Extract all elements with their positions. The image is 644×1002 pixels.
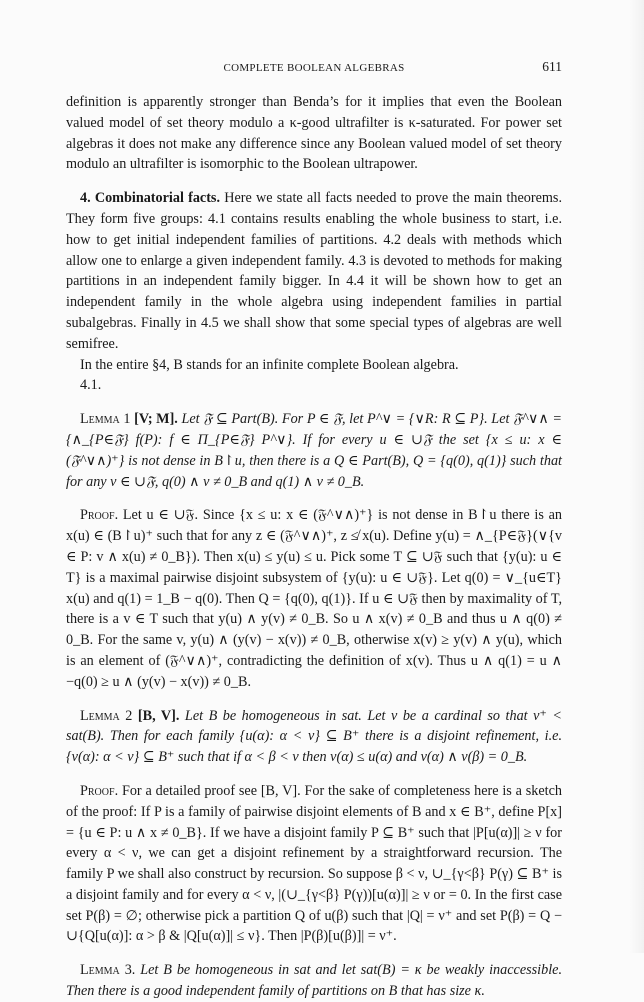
page-number: 611 <box>542 59 562 74</box>
lemma-3 <box>66 960 562 1002</box>
lemma-2-citation: [B, V]. <box>137 707 180 724</box>
section-4-paragraph <box>66 188 562 354</box>
running-head: COMPLETE BOOLEAN ALGEBRAS <box>223 62 405 74</box>
page-edge-shadow <box>630 0 644 953</box>
subsection-heading: 4.1. <box>80 377 102 394</box>
lemma-1-label: Lemma <box>80 411 120 428</box>
proof-1-label: Proof <box>80 507 115 524</box>
proof-2-text: . For a detailed proof see [B, V]. For the sake of completeness here is a sketch of the proof: If P is a family of pairwise disjoint elements of B and x ∈ B⁺, define P[x] = {u ∈ P: u ∧ x ≠ 0_B}. If we have a disjoint family P ⊆ B⁺ such that |P[u(α)]| ≥ ν for every α < ν, we can get a disjoint refinement by a straightforward recursion. The family P we shall also construct by recursion. So suppose β < ν, ∪_{γ<β} P(γ) ⊆ B⁺ is a disjoint family and for every α < ν, |(∪_{γ<β} P(γ))[u(α)]| ≥ ν or = 0. In the first case set P(β) = ∅; otherwise pick a partition Q of u(β) such that |Q| = ν⁺ and set P(β) = Q − ∪{Q[u(α)]: α > β & |Q[u(α)]| ≤ ν}. Then |P(β)[u(β)]| = ν⁺. <box>66 782 562 945</box>
lemma-2 <box>66 706 562 768</box>
lemma-1-number: 1 <box>119 411 135 428</box>
lemma-3-statement: Let B be homogeneous in sat and let sat(B) = κ be weakly inaccessible. Then there is a good independent family of partitions on B that has size κ. <box>66 962 562 1000</box>
lemma-2-statement: Let B be homogeneous in sat. Let ν be a cardinal so that ν⁺ < sat(B). Then for each family {u(α): α < ν} ⊆ B⁺ there is a disjoint refinement, i.e. {v(α): α < ν} ⊆ B⁺ such that if α < β < ν then v(α) ≤ u(α) and v(α) ∧ v(β) = 0_B. <box>66 707 562 766</box>
lemma-3-number: 3. <box>119 962 136 979</box>
proof-2-label: Proof <box>80 782 115 799</box>
lemma-2-number: 2 <box>119 707 138 724</box>
proof-2 <box>66 781 562 947</box>
lemma-3-label: Lemma <box>80 962 120 979</box>
intro-paragraph: definition is apparently stronger than Benda’s for it implies that even the Boolean valued model of set theory modulo a κ-good ultrafilter is κ-saturated. For power set algebras it does not make any difference since any Boolean valued model of set theory modulo an ultrafilter is isomorphic to the Boolean ultrapower. <box>66 94 562 173</box>
page-header <box>66 59 562 79</box>
lemma-1-citation: [V; M]. <box>134 411 178 428</box>
section-4-heading: 4. Combinatorial facts. <box>80 190 221 207</box>
section-4-convention: In the entire §4, B stands for an infinite complete Boolean algebra. <box>80 356 459 373</box>
proof-1 <box>66 505 562 692</box>
lemma-2-label: Lemma <box>80 707 120 724</box>
lemma-1 <box>66 409 562 492</box>
proof-1-text: . Let u ∈ ∪𝔉. Since {x ≤ u: x ∈ (𝔉^∨∧)⁺} is not dense in B↾u there is an x(u) ∈ (B↾u)⁺ such that for any z ∈ (𝔉^∨∧)⁺, z ≰ x(u). Define y(u) = ∧_{P∈𝔉}(∨{v ∈ P: v ∧ x(u) ≠ 0_B}). Then x(u) ≤ y(u) ≤ u. Pick some T ⊆ ∪𝔉 such that {y(u): u ∈ T} is a maximal pairwise disjoint subsystem of {y(u): u ∈ ∪𝔉}. Let q(0) = ∨_{u∈T} x(u) and q(1) = 1_B − q(0). Then Q = {q(0), q(1)}. If u ∈ ∪𝔉 then by maximality of T, there is a v ∈ T such that y(u) ∧ y(v) ≠ 0_B. So u ∧ x(v) ≠ 0_B and thus u ∧ q(0) ≠ 0_B. For the same v, y(u) ∧ (y(v) − x(v)) ≠ 0_B, otherwise x(v) ≥ y(v) ∧ y(u), which is an element of (𝔉^∨∧)⁺, contradicting the definition of x(v). Thus u ∧ q(1) = u ∧ −q(0) ≥ u ∧ (y(v) − x(v)) ≠ 0_B. <box>66 507 562 690</box>
section-4-text: Here we state all facts needed to prove the main theorems. They form five groups: 4.1 contains results enabling the whole business to start, i.e. how to get initial independent families of partitions. 4.2 deals with methods which allow one to enlarge a given independent family. 4.3 is devoted to methods for making partitions in an independent family bigger. In 4.4 it will be shown how to get an independent family in the whole algebra using independent families in partial subalgebras. Finally in 4.5 we shall show that some special types of algebras are well semifree. <box>66 190 562 352</box>
lemma-1-statement: Let 𝔉 ⊆ Part(B). For P ∈ 𝔉, let P^∨ = {∨R: R ⊆ P}. Let 𝔉^∨∧ = {∧_{P∈𝔉} f(P): f ∈ Π_{P∈𝔉} P^∨}. If for every u ∈ ∪𝔉 the set {x ≤ u: x ∈ (𝔉^∨∧)⁺} is not dense in B↾u, then there is a Q ∈ Part(B), Q = {q(0), q(1)} such that for any v ∈ ∪𝔉, q(0) ∧ v ≠ 0_B and q(1) ∧ v ≠ 0_B. <box>66 411 563 490</box>
page-body <box>66 92 562 1002</box>
